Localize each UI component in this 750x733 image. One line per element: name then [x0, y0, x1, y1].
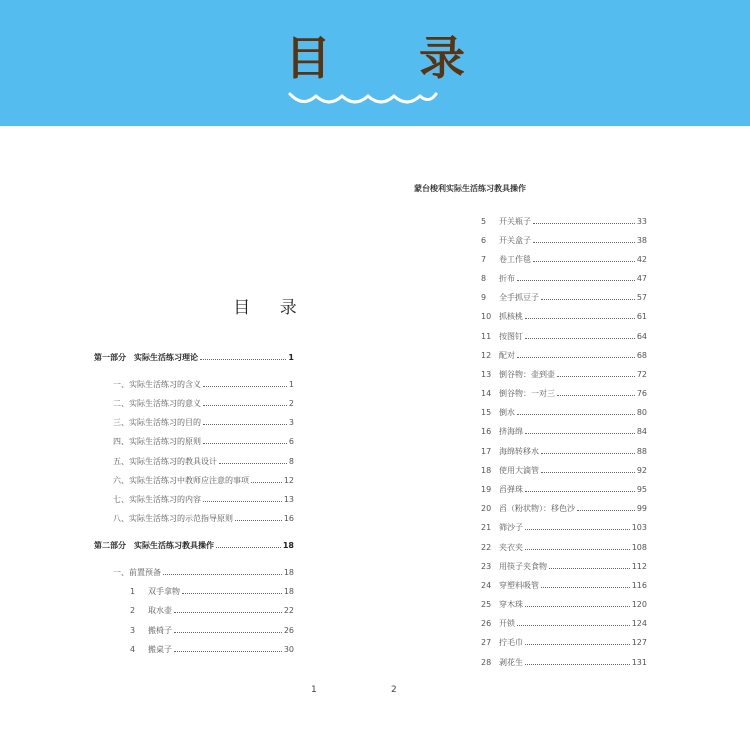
- toc-entry[interactable]: 4 搬桌子 30: [130, 645, 294, 654]
- toc-entry[interactable]: 1 双手拿物 18: [130, 587, 294, 596]
- toc-entry[interactable]: 25 穿木珠 120: [481, 600, 647, 609]
- banner-title: 目 录: [284, 31, 501, 85]
- toc-entry[interactable]: 18 使用大滴管 92: [481, 466, 647, 475]
- toc-entry[interactable]: 11 按图钉 64: [481, 332, 647, 341]
- toc-entry[interactable]: 6 开关盒子 38: [481, 236, 647, 245]
- toc-entry[interactable]: 19 舀弹珠 95: [481, 485, 647, 494]
- toc-entry[interactable]: 16 挤海绵 84: [481, 427, 647, 436]
- toc-entry[interactable]: 10 抓核桃 61: [481, 312, 647, 321]
- toc-entry[interactable]: 28 剥花生 131: [481, 658, 647, 667]
- page-number-right: 2: [391, 685, 397, 695]
- toc-entry[interactable]: 12 配对 68: [481, 351, 647, 360]
- toc-entry[interactable]: 一、实际生活练习的含义 1: [113, 380, 294, 389]
- toc-entry[interactable]: 20 舀（粉状物）：移色沙 99: [481, 504, 647, 513]
- toc-entry[interactable]: 27 拧毛巾 127: [481, 638, 647, 647]
- running-head: 蒙台梭利实际生活练习教具操作: [414, 184, 526, 193]
- toc-entry[interactable]: 22 夹衣夹 108: [481, 543, 647, 552]
- toc-entry[interactable]: 7 卷工作毯 42: [481, 255, 647, 264]
- toc-entry[interactable]: 二、实际生活练习的意义 2: [113, 399, 294, 408]
- toc-entry[interactable]: 六、实际生活练习中教师应注意的事项 12: [113, 476, 294, 485]
- page-number-left: 1: [311, 685, 317, 695]
- toc-entry[interactable]: 23 用筷子夹食物 112: [481, 562, 647, 571]
- toc-entry[interactable]: 第二部分 实际生活练习教具操作 18: [94, 541, 294, 550]
- toc-entry[interactable]: 第一部分 实际生活练习理论 1: [94, 353, 294, 362]
- left-page-title: 目 录: [233, 298, 309, 318]
- toc-entry[interactable]: 9 全手抓豆子 57: [481, 293, 647, 302]
- header-banner: [0, 0, 750, 126]
- toc-entry[interactable]: 三、实际生活练习的目的 3: [113, 418, 294, 427]
- toc-entry[interactable]: 13 倒谷物：壶到壶 72: [481, 370, 647, 379]
- toc-entry[interactable]: 2 取水壶 22: [130, 606, 294, 615]
- toc-entry[interactable]: 15 倒水 80: [481, 408, 647, 417]
- toc-entry[interactable]: 七、实际生活练习的内容 13: [113, 495, 294, 504]
- toc-entry[interactable]: 五、实际生活练习的教具设计 8: [113, 457, 294, 466]
- toc-entry[interactable]: 5 开关瓶子 33: [481, 217, 647, 226]
- toc-entry[interactable]: 四、实际生活练习的原则 6: [113, 437, 294, 446]
- toc-entry[interactable]: 26 开锁 124: [481, 619, 647, 628]
- toc-entry[interactable]: 14 倒谷物：一对三 76: [481, 389, 647, 398]
- wave-decoration-icon: [288, 90, 438, 108]
- toc-entry[interactable]: 24 穿塑料吸管 116: [481, 581, 647, 590]
- toc-entry[interactable]: 3 搬椅子 26: [130, 626, 294, 635]
- toc-entry[interactable]: 八、实际生活练习的示范指导原则 16: [113, 514, 294, 523]
- toc-entry[interactable]: 一、前置预备 18: [113, 568, 294, 577]
- toc-entry[interactable]: 17 海绵转移水 88: [481, 447, 647, 456]
- toc-entry[interactable]: 21 筛沙子 103: [481, 523, 647, 532]
- toc-entry[interactable]: 8 折布 47: [481, 274, 647, 283]
